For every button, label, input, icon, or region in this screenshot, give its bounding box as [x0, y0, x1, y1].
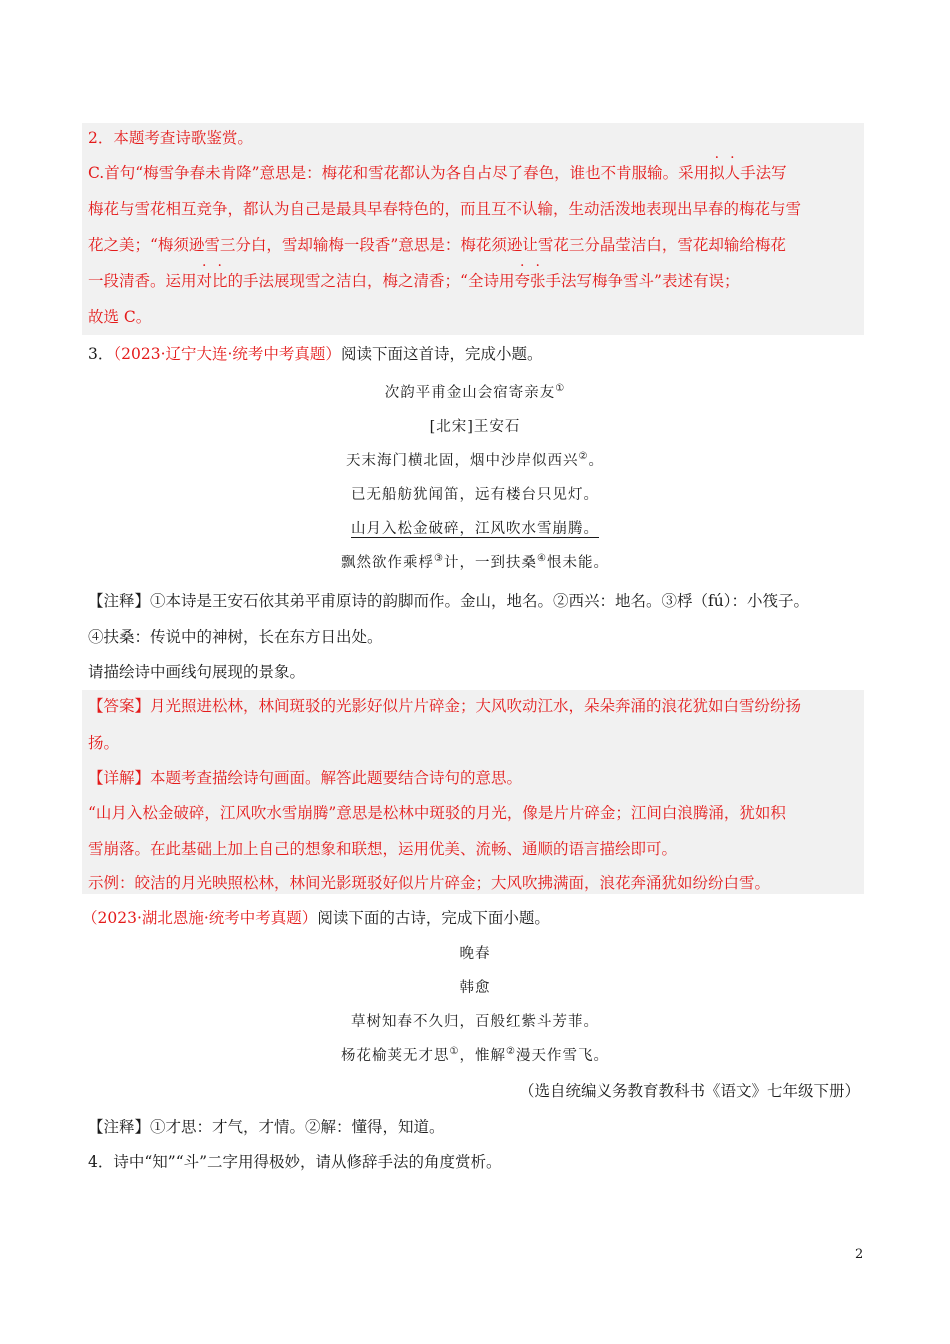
poem-verse: 已无船舫犹闻笛，远有楼台只见灯。 — [351, 487, 599, 503]
question-4-prompt: 4．诗中“知”“斗”二字用得极妙，请从修辞手法的角度赏析。 — [88, 1153, 502, 1171]
poem-verse-underlined: 山月入松金破碎，江风吹水雪崩腾。 — [351, 521, 599, 537]
detail-3-example: 示例：皎洁的月光映照松林，林间光影斑驳好似片片碎金；大风吹拂满面，浪花奔涌犹如纷纷白雪。 — [88, 874, 771, 892]
emphasis-dot-char: 夸 — [514, 272, 530, 290]
emphasis-dot-char: 人 — [724, 164, 741, 182]
emphasis-dot-char: 对 — [196, 272, 213, 290]
poem-verse: 天末海门横北固，烟中沙岸似西兴②。 — [346, 451, 604, 469]
question-3-header — [88, 343, 542, 365]
poem-verse: 飘然欲作乘桴③计，一到扶桑④恨未能。 — [341, 553, 609, 571]
analysis-2-line: C.首句“梅雪争春未肯降”意思是：梅花和雪花都认为各自占尽了春色，谁也不肯服输。采用拟人手法写 — [88, 164, 787, 182]
answer-3-line: 【答案】月光照进松林，林间斑驳的光影好似片片碎金；大风吹动江水，朵朵奔涌的浪花犹如白雪纷纷扬 — [88, 697, 802, 715]
answer-2-background — [82, 123, 864, 335]
poem-author: 韩愈 — [459, 980, 491, 996]
analysis-2-line: 梅花与雪花相互竞争，都认为自己是最具早春特色的，而且互不认输，生动活泼地表现出早春的梅花与雪 — [88, 200, 802, 218]
question-source: （2023·湖北恩施·统考中考真题） — [82, 909, 318, 927]
poem-notes: ④扶桑：传说中的神树，长在东方日出处。 — [88, 628, 383, 646]
poem-author: [北宋]王安石 — [429, 419, 521, 435]
question-prompt: 阅读下面这首诗，完成小题。 — [340, 345, 543, 363]
analysis-2-line: 花之美；“梅须逊雪三分白，雪却输梅一段香”意思是：梅花须逊让雪花三分晶莹洁白，雪花却输给梅花 — [88, 236, 786, 254]
emphasis-dot-char: 拟 — [709, 164, 725, 182]
page-number: 2 — [855, 1247, 864, 1262]
poem-verse: 杨花榆荚无才思①，惟解②漫天作雪飞。 — [341, 1046, 609, 1064]
question-3-prompt: 请描绘诗中画线句展现的景象。 — [88, 663, 306, 681]
question-source: （2023·辽宁大连·统考中考真题） — [113, 345, 341, 363]
question-prompt: 阅读下面的古诗，完成下面小题。 — [317, 909, 550, 927]
emphasis-dot-char: 比 — [212, 272, 228, 290]
analysis-2-line: 一段清香。运用对比的手法展现雪之洁白，梅之清香；“全诗用夸张手法写梅争雪斗”表述有误； — [88, 272, 740, 290]
poem-notes: 【注释】①才思：才气，才情。②解：懂得，知道。 — [88, 1118, 445, 1136]
analysis-2-heading: 2．本题考查诗歌鉴赏。 — [88, 129, 253, 147]
poem-citation: （选自统编义务教育教科书《语文》七年级下册） — [518, 1082, 860, 1100]
poem-verse: 草树知春不久归，百般红紫斗芳菲。 — [351, 1014, 599, 1030]
poem-title: 次韵平甫金山会宿寄亲友① — [384, 383, 566, 401]
answer-3-background — [82, 690, 864, 894]
analysis-2-conclusion: 故选 C。 — [88, 308, 152, 326]
emphasis-dot-char: 张 — [530, 272, 546, 290]
answer-3-line: 扬。 — [88, 734, 120, 752]
detail-3-line: 【详解】本题考查描绘诗句画面。解答此题要结合诗句的意思。 — [88, 769, 523, 787]
poem-notes: 【注释】①本诗是王安石依其弟平甫原诗的韵脚而作。金山，地名。②西兴：地名。③桴（fú）：小筏子。 — [88, 592, 809, 610]
detail-3-line: “山月入松金破碎，江风吹水雪崩腾”意思是松林中斑驳的月光，像是片片碎金；江间白浪腾涌，犹如积 — [88, 804, 786, 822]
detail-3-line: 雪崩落。在此基础上加上自己的想象和联想，运用优美、流畅、通顺的语言描绘即可。 — [88, 840, 678, 858]
question-4-header — [82, 907, 550, 929]
question-number: 3． — [88, 345, 114, 363]
poem-title: 晚春 — [459, 946, 491, 962]
